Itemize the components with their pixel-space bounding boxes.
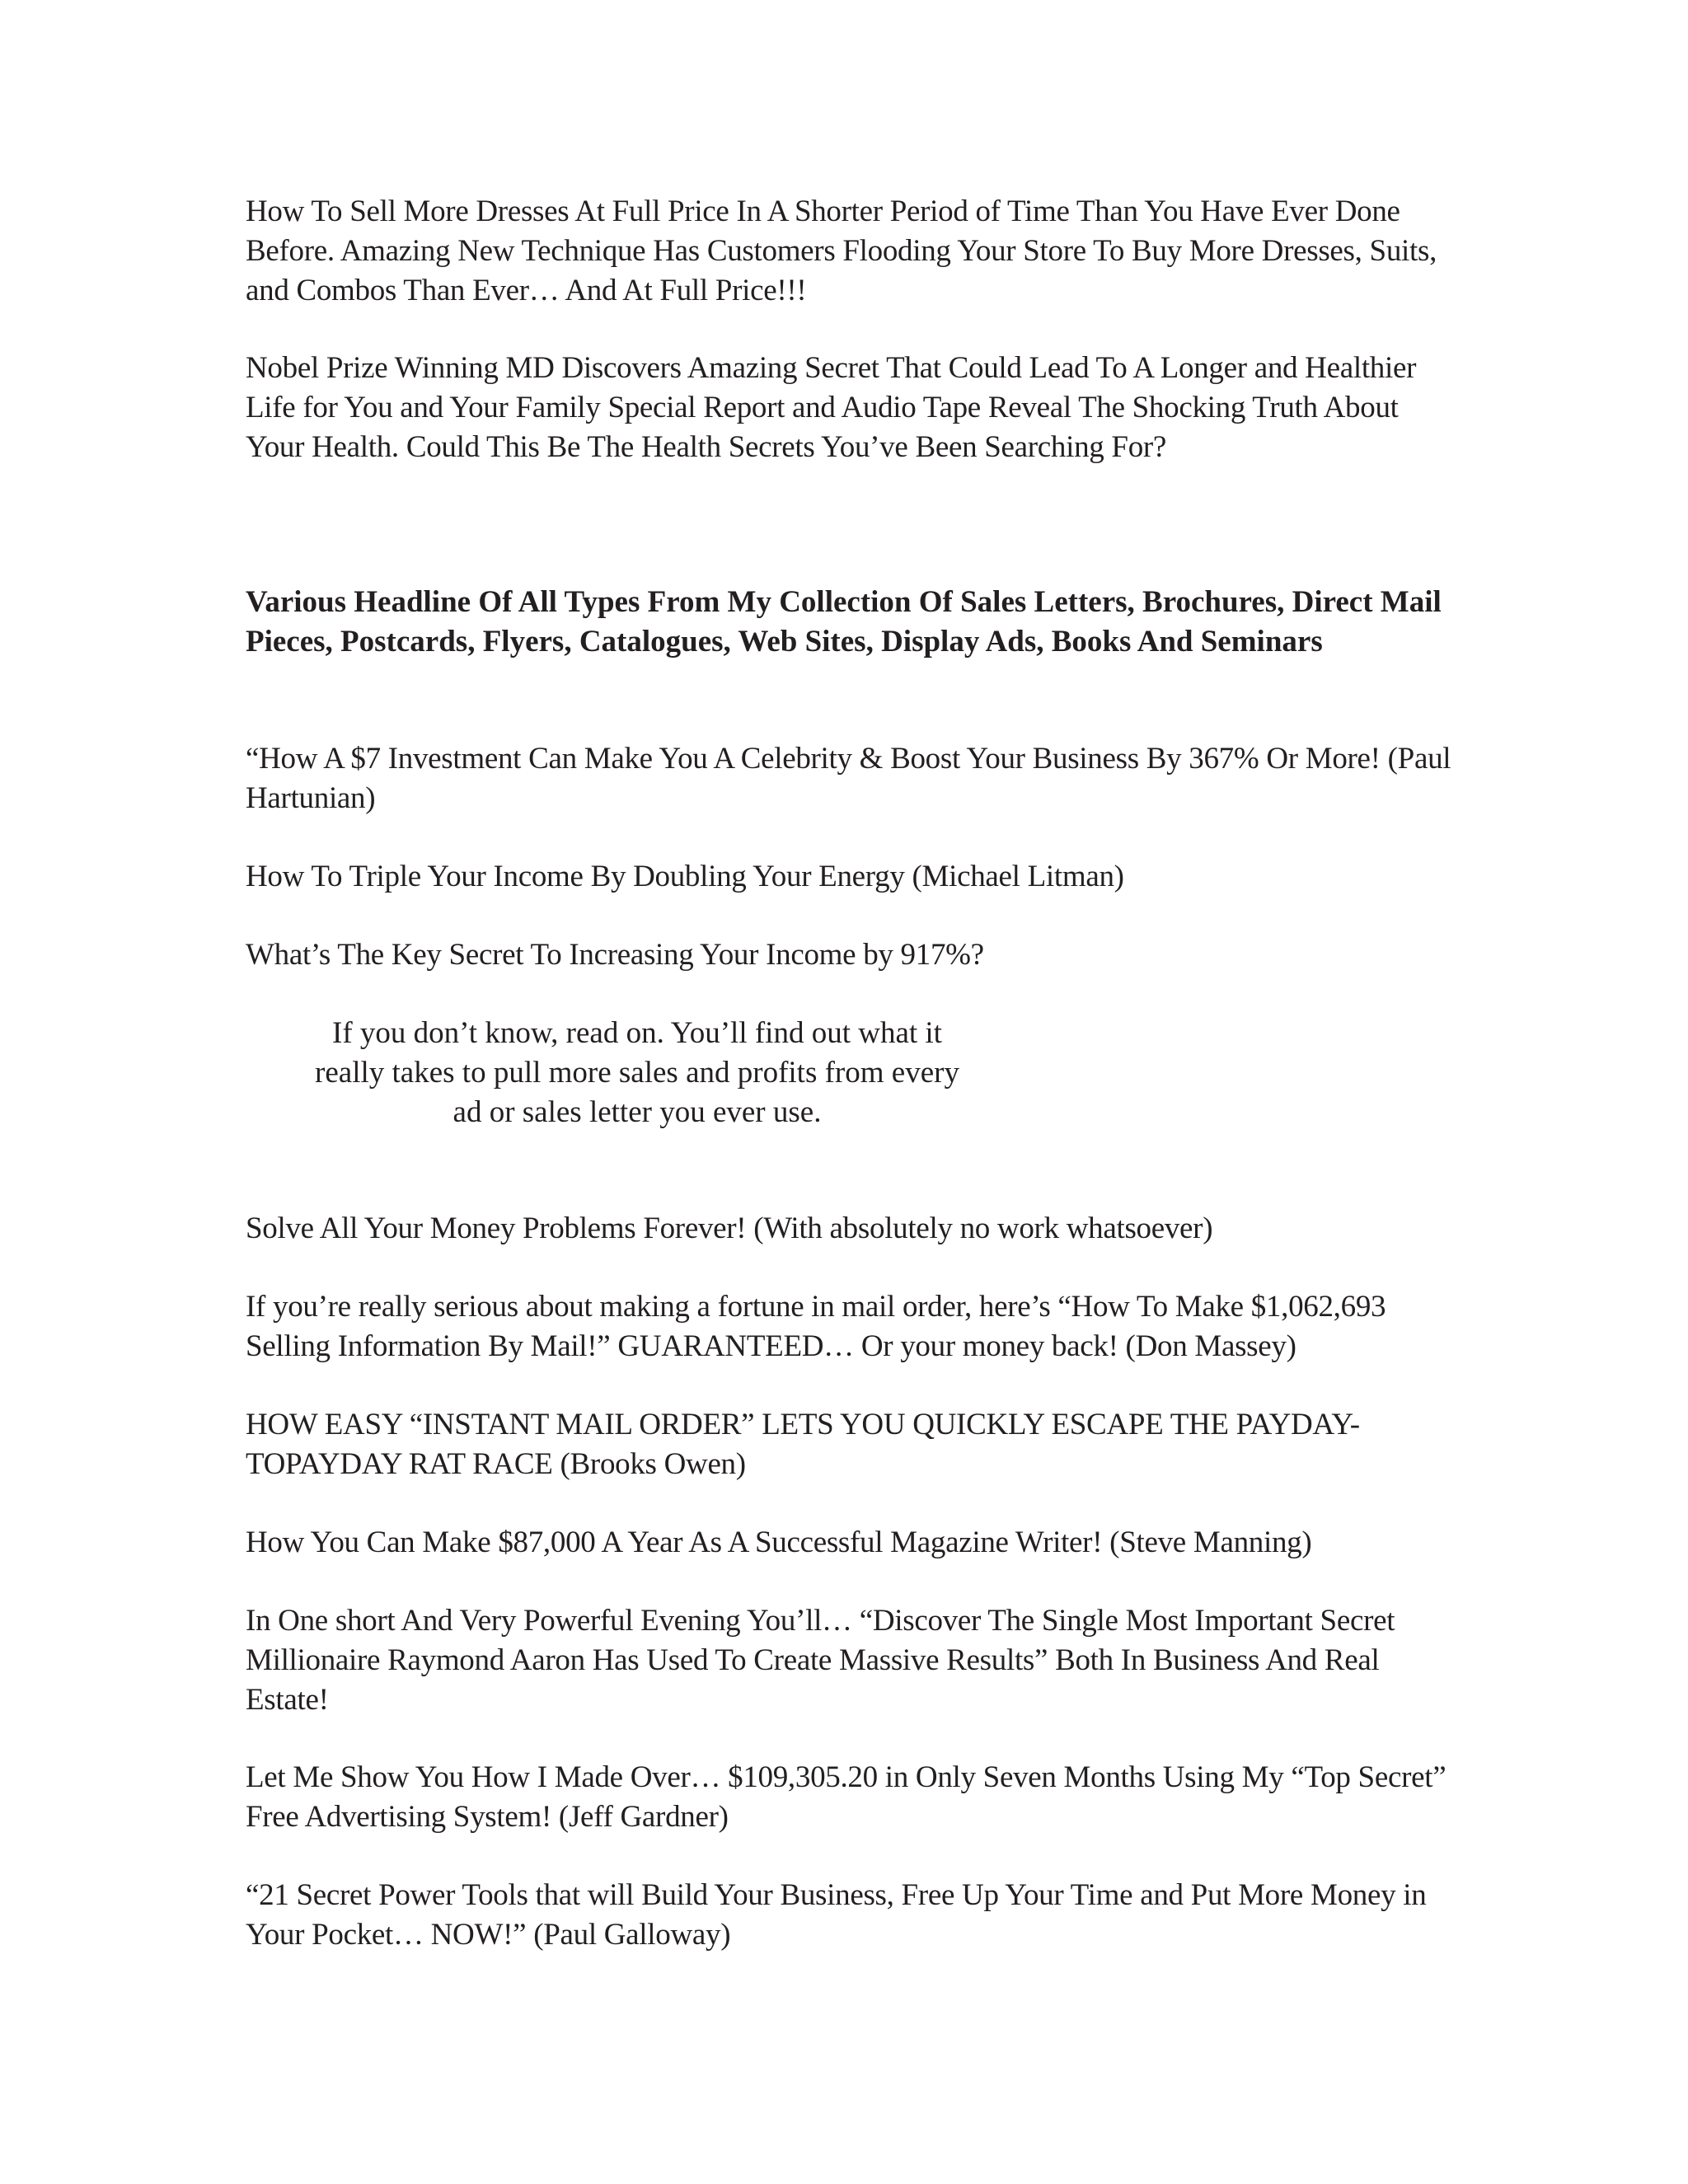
paragraph-celebrity: “How A $7 Investment Can Make You A Celebrity & Boost Your Business By 367% Or More! (Paul Hartunian) bbox=[246, 742, 1451, 815]
centered-block: If you don’t know, read on. You’ll find out what it really takes to pull more sales and profits from every ad or sales letter you ever use. bbox=[315, 1016, 959, 1129]
paragraph-magazine-writer: How You Can Make $87,000 A Year As A Successful Magazine Writer! (Steve Manning) bbox=[246, 1526, 1312, 1559]
paragraph-free-advertising: Let Me Show You How I Made Over… $109,305.20 in Only Seven Months Using My “Top Secret” Free Advertising System! (Jeff Gardner) bbox=[246, 1760, 1447, 1834]
paragraph-dresses: How To Sell More Dresses At Full Price In A Shorter Period of Time Than You Have Ever Done Before. Amazing New Technique Has Customers Flooding Your Store To Buy More Dresses, Suits, and Combos Than Ever… And At Full Price!!! bbox=[246, 194, 1437, 307]
paragraph-mail-order: If you’re really serious about making a fortune in mail order, here’s “How To Make $1,062,693 Selling Information By Mail!” GUARANTEED… Or your money back! (Don Massey) bbox=[246, 1290, 1386, 1363]
paragraph-power-tools: “21 Secret Power Tools that will Build Your Business, Free Up Your Time and Put More Money in Your Pocket… NOW!” (Paul Galloway) bbox=[246, 1878, 1427, 1952]
paragraph-instant-mail-order: HOW EASY “INSTANT MAIL ORDER” LETS YOU QUICKLY ESCAPE THE PAYDAY-TOPAYDAY RAT RACE (Brooks Owen) bbox=[246, 1408, 1360, 1481]
paragraph-money-problems: Solve All Your Money Problems Forever! (With absolutely no work whatsoever) bbox=[246, 1212, 1213, 1245]
paragraph-nobel: Nobel Prize Winning MD Discovers Amazing Secret That Could Lead To A Longer and Healthier Life for You and Your Family Special Report and Audio Tape Reveal The Shocking Truth About Your Health. Could This Be The Health Secrets You’ve Been Searching For? bbox=[246, 351, 1417, 464]
section-heading: Various Headline Of All Types From My Collection Of Sales Letters, Brochures, Direct Mail Pieces, Postcards, Flyers, Catalogues, Web Sites, Display Ads, Books And Seminars bbox=[246, 585, 1442, 658]
paragraph-triple-income: How To Triple Your Income By Doubling Your Energy (Michael Litman) bbox=[246, 860, 1124, 893]
paragraph-key-secret: What’s The Key Secret To Increasing Your Income by 917%? bbox=[246, 938, 984, 972]
paragraph-powerful-evening: In One short And Very Powerful Evening You’ll… “Discover The Single Most Important Secret Millionaire Raymond Aaron Has Used To Create Massive Results” Both In Business And Real Estate! bbox=[246, 1604, 1395, 1717]
